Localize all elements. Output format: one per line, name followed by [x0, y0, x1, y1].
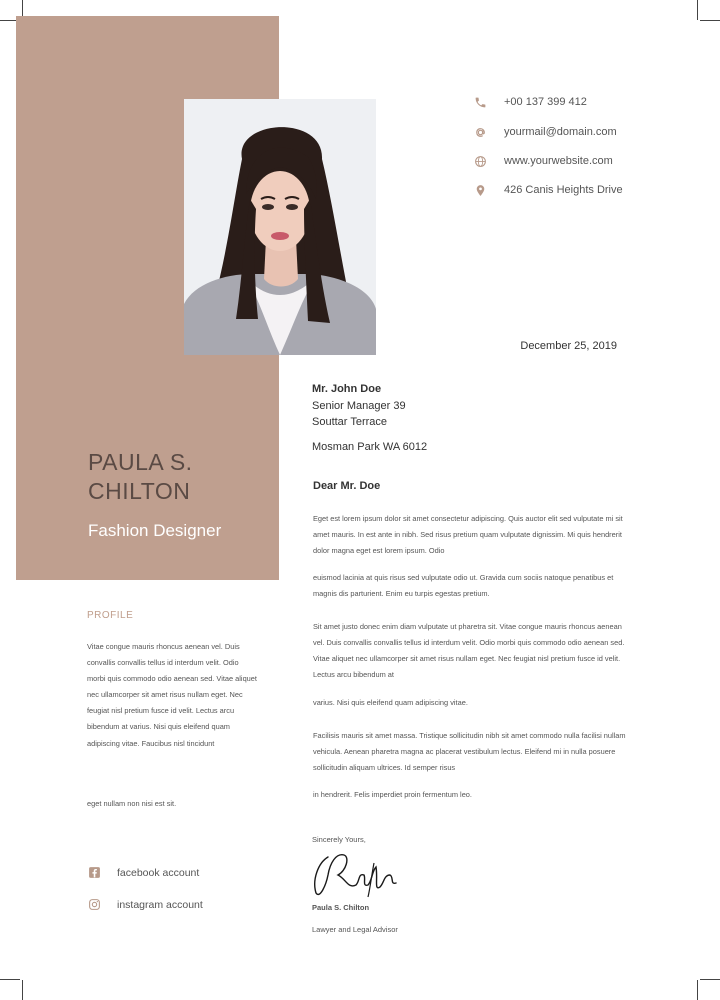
globe-icon: [474, 155, 487, 168]
recipient-city: Mosman Park WA 6012: [312, 441, 428, 453]
contact-email[interactable]: [474, 122, 617, 142]
closing-line: Sincerely Yours,: [312, 835, 366, 844]
recipient-position: Senior Manager 39: [312, 400, 406, 412]
profile-paragraph: Vitae congue mauris rhoncus aenean vel. Duis convallis convallis tellus id interdum velit. Odio morbi quis commodo odio aenean sed. Vitae aliquet nec ullamcorper sit amet risus nullam eget. Nec feugiat nisl pretium fusce id velit. Lectus arcu bibendum at varius. Nisi quis eleifend quam adipiscing vitae. Faucibus nisl tincidunt: [87, 642, 257, 748]
profile-paragraph: eget nullam non nisi est sit.: [87, 799, 177, 808]
phone-icon: [474, 96, 487, 109]
letter-date: December 25, 2019: [520, 340, 617, 352]
instagram-link[interactable]: [88, 898, 203, 911]
contact-email-text: yourmail@domain.com: [504, 126, 617, 138]
contact-phone-text: +00 137 399 412: [504, 96, 587, 108]
contact-website-text: www.yourwebsite.com: [504, 155, 613, 167]
crop-mark: [0, 979, 20, 980]
letter-paragraph: Sit amet justo donec enim diam vulputate ut pharetra sit. Vitae congue mauris rhoncus aenean vel. Duis convallis convallis tellus id interdum velit. Odio morbi quis commodo odio aenean sed. Vitae aliquet nec ullamcorper sit amet risus nullam eget. Nec feugiat nisl pretium fusce id velit. Lectus arcu bibendum at: [313, 622, 625, 679]
instagram-label: instagram account: [117, 898, 203, 911]
crop-mark: [700, 20, 720, 21]
profile-photo: [184, 99, 376, 355]
profile-heading: PROFILE: [87, 610, 134, 621]
letter-paragraph: in hendrerit. Felis imperdiet proin fermentum leo.: [313, 790, 472, 799]
letter-paragraph: Facilisis mauris sit amet massa. Tristique sollicitudin nibh sit amet commodo nulla facilisi nullam vehicula. Aenean pharetra magna ac placerat vestibulum lectus. Eleifend mi in nulla posuere sollicitudin aliquam ultrices. Id semper risus: [313, 731, 626, 772]
letter-paragraph: varius. Nisi quis eleifend quam adipiscing vitae.: [313, 698, 468, 707]
recipient-name: Mr. John Doe: [312, 383, 382, 395]
contact-phone[interactable]: [474, 92, 587, 112]
letter-paragraph: euismod lacinia at quis risus sed vulputate odio ut. Gravida cum sociis natoque penatibus et magnis dis parturient. Enim eu turpis egestas pretium.: [313, 573, 614, 598]
applicant-name: [88, 448, 193, 506]
crop-mark: [697, 980, 698, 1000]
contact-website[interactable]: [474, 151, 613, 171]
letter-greeting: Dear Mr. Doe: [313, 480, 381, 492]
crop-mark: [697, 0, 698, 20]
recipient-street: Souttar Terrace: [312, 416, 388, 428]
letter-paragraph: Eget est lorem ipsum dolor sit amet consectetur adipiscing. Quis auctor elit sed vulputate mi sit amet mauris. In est ante in nibh. Sed risus pretium quam vulputate dignissim. Mi quis hendrerit dolor magna eget est lorem ipsum. Odio: [313, 514, 623, 555]
crop-mark: [22, 980, 23, 1000]
facebook-icon: [88, 866, 101, 879]
name-line-2: CHILTON: [88, 478, 191, 504]
job-title: Fashion Designer: [88, 521, 222, 540]
name-line-1: PAULA S.: [88, 449, 193, 475]
signature-name: Paula S. Chilton: [312, 903, 370, 912]
signature-role: Lawyer and Legal Advisor: [312, 925, 398, 934]
location-pin-icon: [474, 184, 487, 197]
instagram-icon: [88, 898, 101, 911]
contact-address-text: 426 Canis Heights Drive: [504, 184, 623, 196]
handwritten-signature: [310, 845, 405, 900]
at-icon: [474, 126, 487, 139]
crop-mark: [700, 979, 720, 980]
facebook-label: facebook account: [117, 866, 200, 879]
facebook-link[interactable]: [88, 866, 199, 879]
contact-address: [474, 180, 623, 200]
